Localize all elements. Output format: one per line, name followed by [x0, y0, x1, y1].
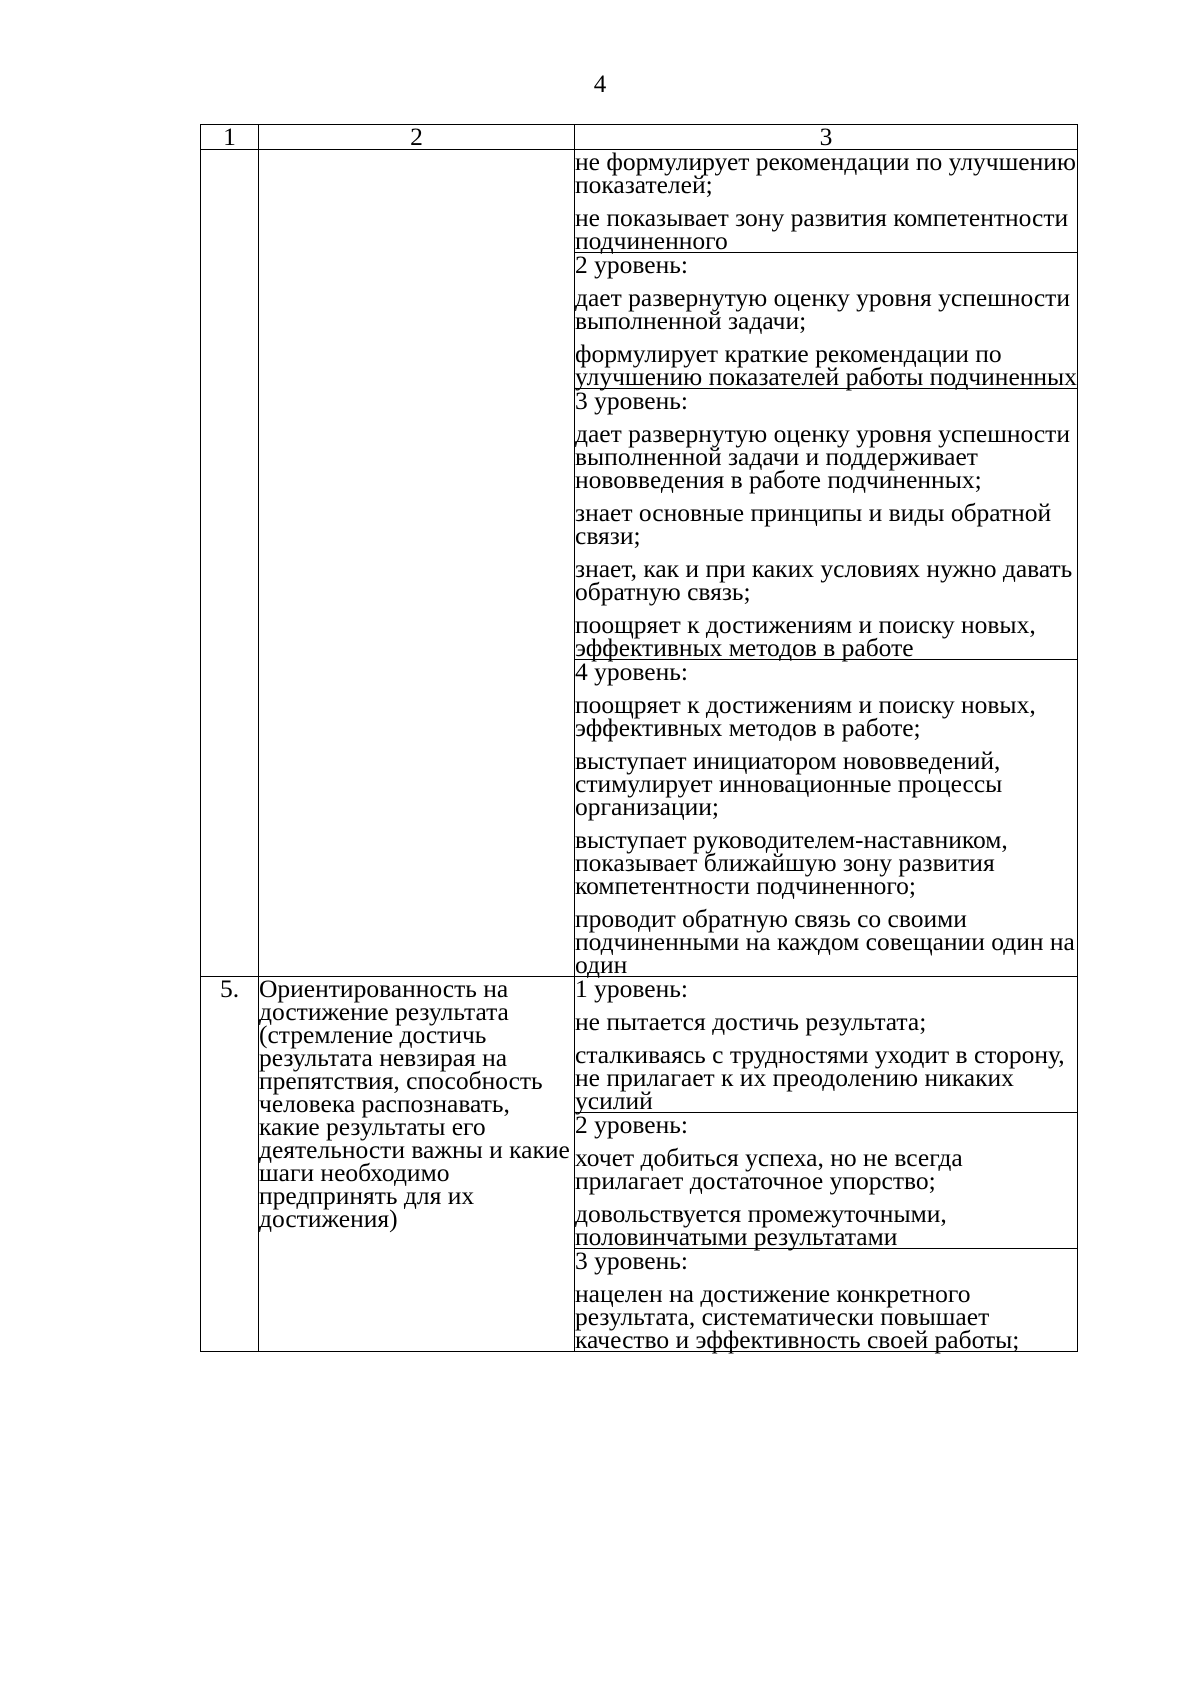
header-row: [201, 125, 1078, 150]
level-text: не пытается достичь результата;: [575, 1007, 927, 1036]
level-text: проводит обратную связь со своими подчиненными на каждом совещании один на один: [575, 904, 1075, 979]
level-heading: 4 уровень:: [575, 657, 688, 686]
level-cell: [575, 1246, 1078, 1354]
row-number: [201, 150, 259, 977]
level-heading: 3 уровень:: [575, 1246, 688, 1275]
level-text: формулирует краткие рекомендации по улучшению показателей работы подчиненных: [575, 339, 1077, 391]
level-text: нацелен на достижение конкретного результата, систематически повышает качество и эффективность своей работы;: [575, 1279, 1020, 1354]
level-text: поощряет к достижениям и поиску новых, эффективных методов в работе;: [575, 690, 1036, 742]
level-text: дает развернутую оценку уровня успешности выполненной задачи;: [575, 283, 1070, 335]
level-cell: [575, 657, 1078, 979]
level-cell: [575, 974, 1078, 1115]
level-heading: 2 уровень:: [575, 1110, 688, 1139]
table-row: [201, 977, 1078, 1113]
header-col-3: 3: [575, 125, 1078, 150]
level-text: знает основные принципы и виды обратной связи;: [575, 498, 1052, 550]
level-text: не показывает зону развития компетентности подчиненного: [575, 203, 1069, 255]
row-number: 5.: [201, 977, 259, 1352]
level-text: хочет добиться успеха, но не всегда прилагает достаточное упорство;: [575, 1143, 963, 1195]
level-text: дает развернутую оценку уровня успешности выполненной задачи и поддерживает нововведения в работе подчиненных;: [575, 419, 1070, 494]
header-col-2: 2: [259, 125, 575, 150]
level-text: знает, как и при каких условиях нужно давать обратную связь;: [575, 554, 1073, 606]
competency-name: Ориентированность на достижение результата (стремление достичь результата невзирая на препятствия, способность человека распознавать, какие результаты его деятельности важны и какие шаги необходимо предпринять для их достижения): [259, 977, 575, 1352]
page-number: 4: [593, 71, 607, 98]
table-row: [201, 150, 1078, 253]
level-heading: 1 уровень:: [575, 974, 688, 1003]
competency-name: [259, 150, 575, 977]
level-heading: 2 уровень:: [575, 250, 688, 279]
level-cell: [575, 1110, 1078, 1251]
competency-table: [200, 124, 1078, 1352]
level-cell: [575, 250, 1078, 391]
level-text: выступает руководителем-наставником, показывает ближайшую зону развития компетентности подчиненного;: [575, 825, 1008, 900]
level-heading: 3 уровень:: [575, 386, 688, 415]
header-col-1: 1: [201, 125, 259, 150]
level-text: довольствуется промежуточными, половинчатыми результатами: [575, 1199, 947, 1251]
level-cell: [575, 386, 1078, 662]
level-text: не формулирует рекомендации по улучшению показателей;: [575, 147, 1076, 199]
level-text: выступает инициатором нововведений, стимулирует инновационные процессы организации;: [575, 746, 1003, 821]
level-text: поощряет к достижениям и поиску новых, эффективных методов в работе: [575, 610, 1036, 662]
level-cell: [575, 147, 1078, 255]
level-text: сталкиваясь с трудностями уходит в сторону, не прилагает к их преодолению никаких усилий: [575, 1040, 1065, 1115]
